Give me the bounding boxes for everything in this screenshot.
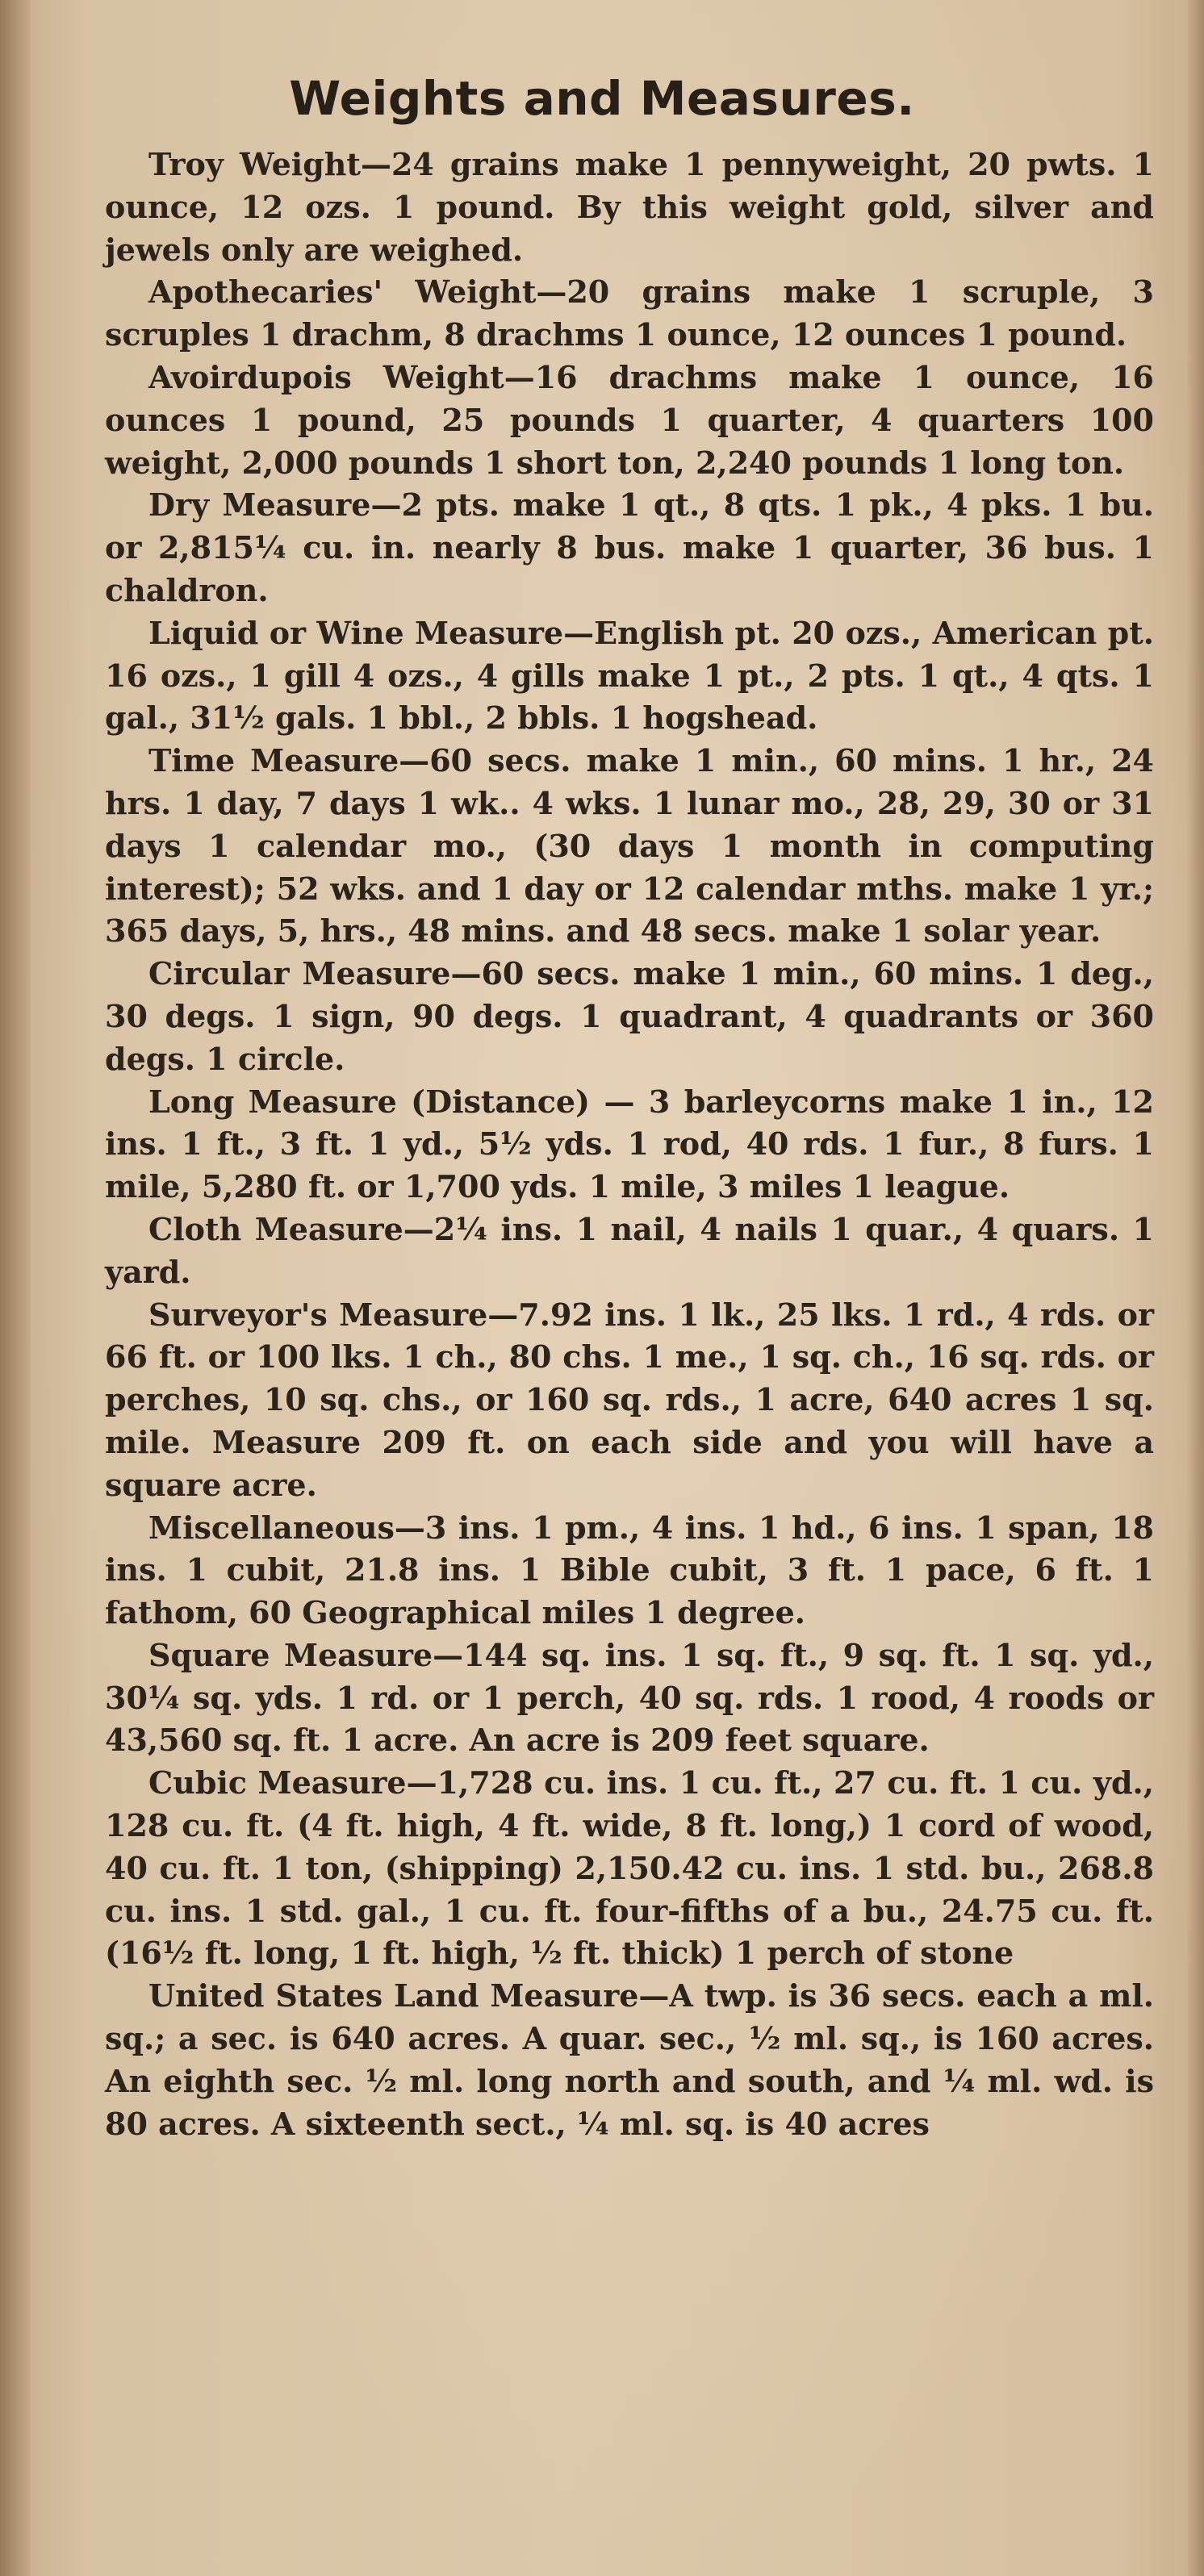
paragraph-liquid-measure: Liquid or Wine Measure—English pt. 20 ozs., American pt. 16 ozs., 1 gill 4 ozs., 4 gills make 1 pt., 2 pts. 1 qt., 4 qts. 1 gal., 31½ gals. 1 bbl., 2 bbls. 1 hogshead. bbox=[105, 614, 1154, 737]
paragraph-land-measure: United States Land Measure—A twp. is 36 secs. each a ml. sq.; a sec. is 640 acres. A quar. sec., ½ ml. sq., is 160 acres. An eighth sec. ½ ml. long north and south, and ¼ ml. wd. is 80 acres. A sixteenth sect., ¼ ml. sq. is 40 acres bbox=[105, 1977, 1154, 2142]
page-title: Weights and Measures. bbox=[289, 71, 915, 126]
page-edge-shadow bbox=[1186, 0, 1204, 2576]
paragraph-long-measure: Long Measure (Distance) — 3 barleycorns make 1 in., 12 ins. 1 ft., 3 ft. 1 yd., 5½ yds. 1 rod, 40 rds. 1 fur., 8 furs. 1 mile, 5,280 ft. or 1,700 yds. 1 mile, 3 miles 1 league. bbox=[105, 1083, 1154, 1205]
paragraph-dry-measure: Dry Measure—2 pts. make 1 qt., 8 qts. 1 pk., 4 pks. 1 bu. or 2,815¼ cu. in. nearly 8 bus. make 1 quarter, 36 bus. 1 chaldron. bbox=[105, 486, 1154, 608]
paragraph-time-measure: Time Measure—60 secs. make 1 min., 60 mins. 1 hr., 24 hrs. 1 day, 7 days 1 wk.. 4 wks. 1 lunar mo., 28, 29, 30 or 31 days 1 calendar mo., (30 days 1 month in computing interest); 52 wks. and 1 day or 12 calendar mths. make 1 yr.; 365 days, 5, hrs., 48 mins. and 48 secs. make 1 solar year. bbox=[105, 742, 1154, 950]
paragraph-cloth-measure: Cloth Measure—2¼ ins. 1 nail, 4 nails 1 quar., 4 quars. 1 yard. bbox=[105, 1210, 1154, 1290]
paragraph-miscellaneous: Miscellaneous—3 ins. 1 pm., 4 ins. 1 hd., 6 ins. 1 span, 18 ins. 1 cubit, 21.8 ins. 1 Bible cubit, 3 ft. 1 pace, 6 ft. 1 fathom, 60 Geographical miles 1 degree. bbox=[105, 1509, 1154, 1631]
paragraph-avoirdupois-weight: Avoirdupois Weight—16 drachms make 1 ounce, 16 ounces 1 pound, 25 pounds 1 quarter, 4 quarters 100 weight, 2,000 pounds 1 short ton, 2,240 pounds 1 long ton. bbox=[105, 358, 1154, 481]
paragraph-troy-weight: Troy Weight—24 grains make 1 pennyweight, 20 pwts. 1 ounce, 12 ozs. 1 pound. By this weight gold, silver and jewels only are weighed. bbox=[105, 146, 1154, 268]
paragraph-surveyors-measure: Surveyor's Measure—7.92 ins. 1 lk., 25 lks. 1 rd., 4 rds. or 66 ft. or 100 lks. 1 ch., 80 chs. 1 me., 1 sq. ch., 16 sq. rds. or perches, 10 sq. chs., or 160 sq. rds., 1 acre, 640 acres 1 sq. mile. Measure 209 ft. on each side and you will have a square acre. bbox=[105, 1296, 1154, 1503]
paragraph-circular-measure: Circular Measure—60 secs. make 1 min., 60 mins. 1 deg., 30 degs. 1 sign, 90 degs. 1 quadrant, 4 quadrants or 360 degs. 1 circle. bbox=[105, 955, 1154, 1077]
paragraph-apothecaries-weight: Apothecaries' Weight—20 grains make 1 scruple, 3 scruples 1 drachm, 8 drachms 1 ounce, 12 ounces 1 pound. bbox=[105, 273, 1154, 353]
paragraph-cubic-measure: Cubic Measure—1,728 cu. ins. 1 cu. ft., 27 cu. ft. 1 cu. yd., 128 cu. ft. (4 ft. high, 4 ft. wide, 8 ft. long,) 1 cord of wood, 40 cu. ft. 1 ton, (shipping) 2,150.42 cu. ins. 1 std. bu., 268.8 cu. ins. 1 std. gal., 1 cu. ft. four-fifths of a bu., 24.75 cu. ft. (16½ ft. long, 1 ft. high, ½ ft. thick) 1 perch of stone bbox=[105, 1764, 1154, 1972]
page-binding-shadow bbox=[0, 0, 31, 2576]
paragraph-square-measure: Square Measure—144 sq. ins. 1 sq. ft., 9 sq. ft. 1 sq. yd., 30¼ sq. yds. 1 rd. or 1 perch, 40 sq. rds. 1 rood, 4 roods or 43,560 sq. ft. 1 acre. An acre is 209 feet square. bbox=[105, 1636, 1154, 1759]
measures-text-block bbox=[105, 144, 1154, 2145]
